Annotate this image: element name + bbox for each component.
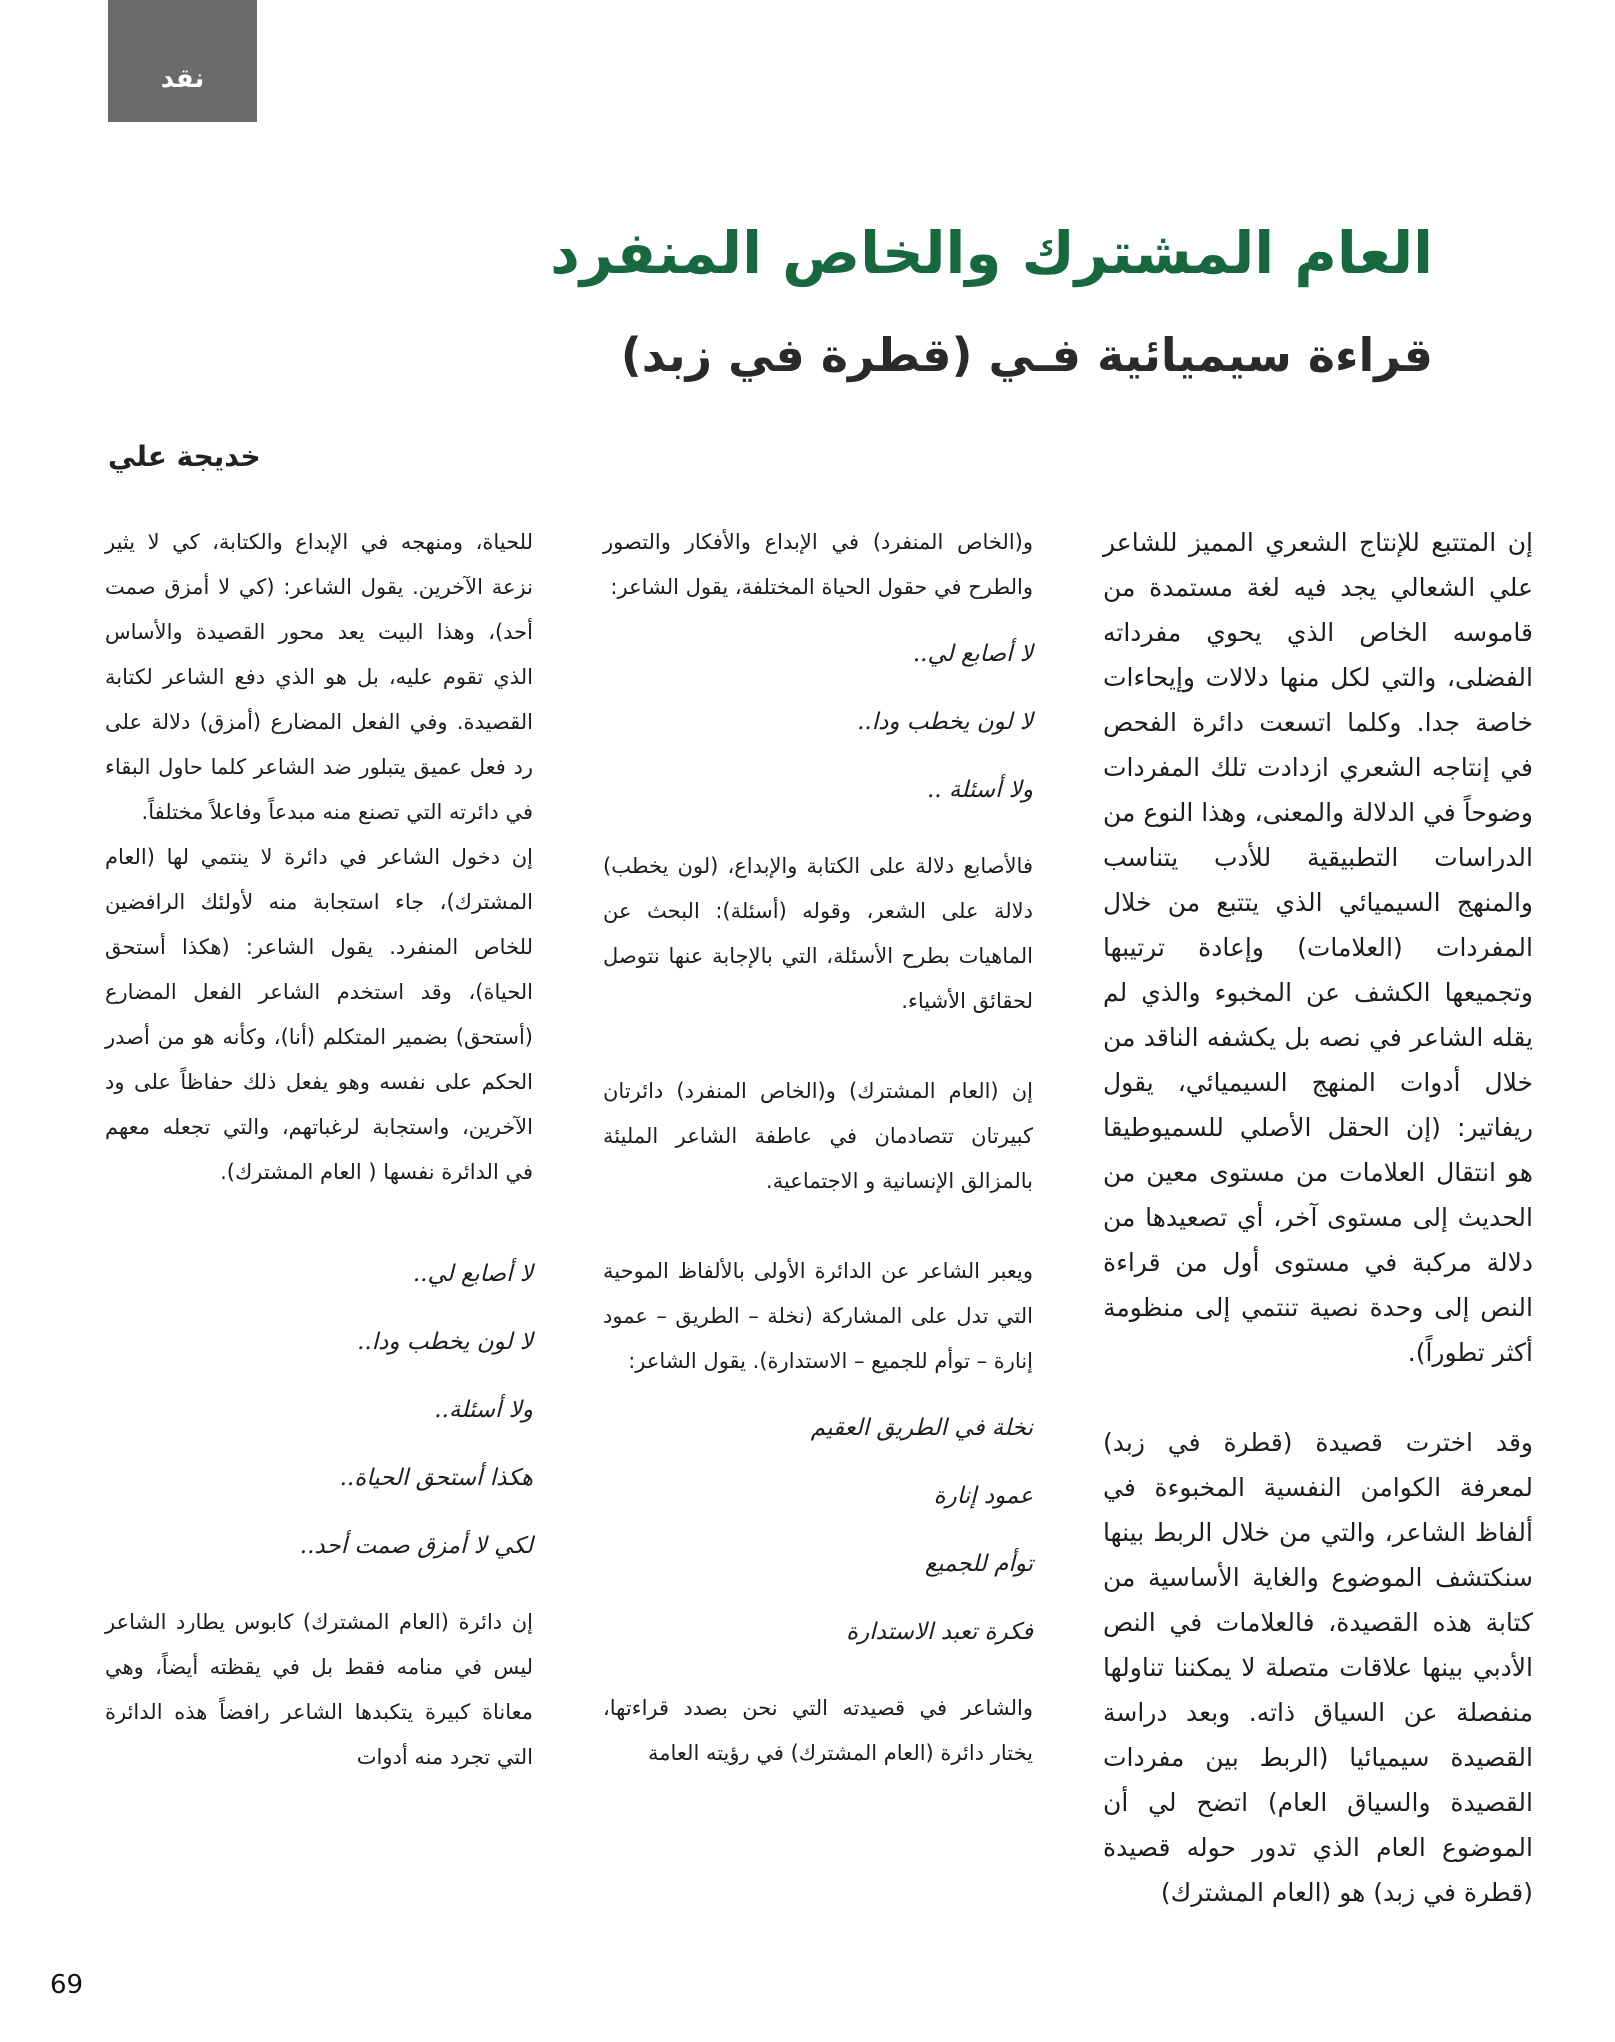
poem-line: ولا أسئلة ..	[926, 777, 1033, 803]
poem-excerpt	[603, 1394, 1033, 1666]
page-number: 69	[50, 1970, 84, 2000]
author-name: خديجة علي	[108, 440, 261, 473]
paragraph: و(الخاص المنفرد) في الإبداع والأفكار والتصور والطرح في حقول الحياة المختلفة، يقول الشاعر:	[603, 530, 1033, 599]
poem-line: فكرة تعبد الاستدارة	[846, 1619, 1033, 1645]
section-tag: نقد	[108, 0, 257, 122]
paragraph: للحياة، ومنهجه في الإبداع والكتابة، كي لا يثير نزعة الآخرين. يقول الشاعر: (كي لا أمزق صمت أحد)، وهذا البيت يعد محور القصيدة والأساس الذي تقوم عليه، بل هو الذي دفع الشاعر لكتابة القصيدة. وفي الفعل المضارع (أمزق) دلالة على رد فعل عميق يتبلور ضد الشاعر كلما حاول البقاء في دائرته التي تصنع منه مبدعاً وفاعلاً مختلفاً.	[105, 530, 533, 824]
poem-excerpt	[603, 620, 1033, 824]
article-title: العام المشترك والخاص المنفرد	[550, 219, 1433, 287]
poem-line: لا لون يخطب ودا..	[857, 709, 1033, 735]
poem-line: عمود إنارة	[933, 1483, 1033, 1509]
poem-line: ولا أسئلة..	[434, 1397, 533, 1423]
paragraph: وقد اخترت قصيدة (قطرة في زبد) لمعرفة الكوامن النفسية المخبوءة في ألفاظ الشاعر، والتي من خلال الربط بينها سنكتشف الموضوع والغاية الأساسية من كتابة هذه القصيدة، فالعلامات في النص الأدبي بينها علاقات متصلة لا يمكننا تناولها منفصلة عن السياق ذاته. وبعد دراسة القصيدة سيميائيا (الربط بين مفردات القصيدة والسياق العام) اتضح لي أن الموضوع العام الذي تدور حوله قصيدة (قطرة في زبد) هو (العام المشترك)	[1103, 1428, 1533, 1907]
article-subtitle: قراءة سيميائية فـي (قطرة في زبد)	[620, 328, 1433, 382]
paragraph: والشاعر في قصيدته التي نحن بصدد قراءتها، يختار دائرة (العام المشترك) في رؤيته العامة	[603, 1696, 1033, 1765]
poem-line: نخلة في الطريق العقيم	[810, 1415, 1033, 1441]
poem-line: لا لون يخطب ودا..	[357, 1329, 533, 1355]
poem-line: هكذا أستحق الحياة..	[339, 1465, 533, 1491]
poem-excerpt	[105, 1240, 533, 1580]
poem-line: لا أصابع لي..	[912, 641, 1033, 667]
text-column-1	[1102, 520, 1533, 1907]
paragraph: إن دخول الشاعر في دائرة لا ينتمي لها (العام المشترك)، جاء استجابة منه لأولئك الرافضين للخاص المنفرد. يقول الشاعر: (هكذا أستحق الحياة)، وقد استخدم الشاعر الفعل المضارع (أستحق) بضمير المتكلم (أنا)، وكأنه هو من أصدر الحكم على نفسه وهو يفعل ذلك حفاظاً على ود الآخرين، واستجابة لرغباتهم، والتي تجعله معهم في الدائرة نفسها ( العام المشترك).	[105, 845, 533, 1184]
paragraph: إن المتتبع للإنتاج الشعري المميز للشاعر علي الشعالي يجد فيه لغة مستمدة من قاموسه الخاص الذي يحوي مفرداته الفضلى، والتي لكل منها دلالات وإيحاءات خاصة جدا. وكلما اتسعت دائرة الفحص في إنتاجه الشعري ازدادت تلك المفردات وضوحاً في الدلالة والمعنى، وهذا النوع من الدراسات التطبيقية للأدب يتناسب والمنهج السيميائي الذي يتتبع من خلال المفردات (العلامات) وإعادة ترتيبها وتجميعها الكشف عن المخبوء والذي لم يقله الشاعر في نصه بل يكشفه الناقد من خلال أدوات المنهج السيميائي، يقول ريفاتير: (إن الحقل الأصلي للسميوطيقا هو انتقال العلامات من مستوى معين من الحديث إلى مستوى آخر، أي تصعيدها من دلالة مركبة في مستوى أول من قراءة النص إلى وحدة نصية تنتمي إلى منظومة أكثر تطوراً).	[1102, 528, 1533, 1367]
paragraph: إن دائرة (العام المشترك) كابوس يطارد الشاعر ليس في منامه فقط بل في يقظته أيضاً، وهي معاناة كبيرة يتكبدها الشاعر رافضاً هذه الدائرة التي تجرد منه أدوات	[105, 1610, 533, 1769]
paragraph: إن (العام المشترك) و(الخاص المنفرد) دائرتان كبيرتان تتصادمان في عاطفة الشاعر المليئة بالمزالق الإنسانية و الاجتماعية.	[603, 1079, 1033, 1193]
paragraph: ويعبر الشاعر عن الدائرة الأولى بالألفاظ الموحية التي تدل على المشاركة (نخلة – الطريق – عمود إنارة – توأم للجميع – الاستدارة). يقول الشاعر:	[603, 1259, 1033, 1373]
paragraph: فالأصابع دلالة على الكتابة والإبداع، (لون يخطب) دلالة على الشعر، وقوله (أسئلة): البحث عن الماهيات بطرح الأسئلة، التي بالإجابة عنها نتوصل لحقائق الأشياء.	[603, 854, 1033, 1013]
poem-line: توأم للجميع	[924, 1551, 1033, 1577]
poem-line: لا أصابع لي..	[412, 1261, 533, 1287]
text-column-2	[603, 520, 1033, 1880]
poem-line: لكي لا أمزق صمت أحد..	[299, 1533, 533, 1559]
text-column-3	[105, 520, 533, 1880]
